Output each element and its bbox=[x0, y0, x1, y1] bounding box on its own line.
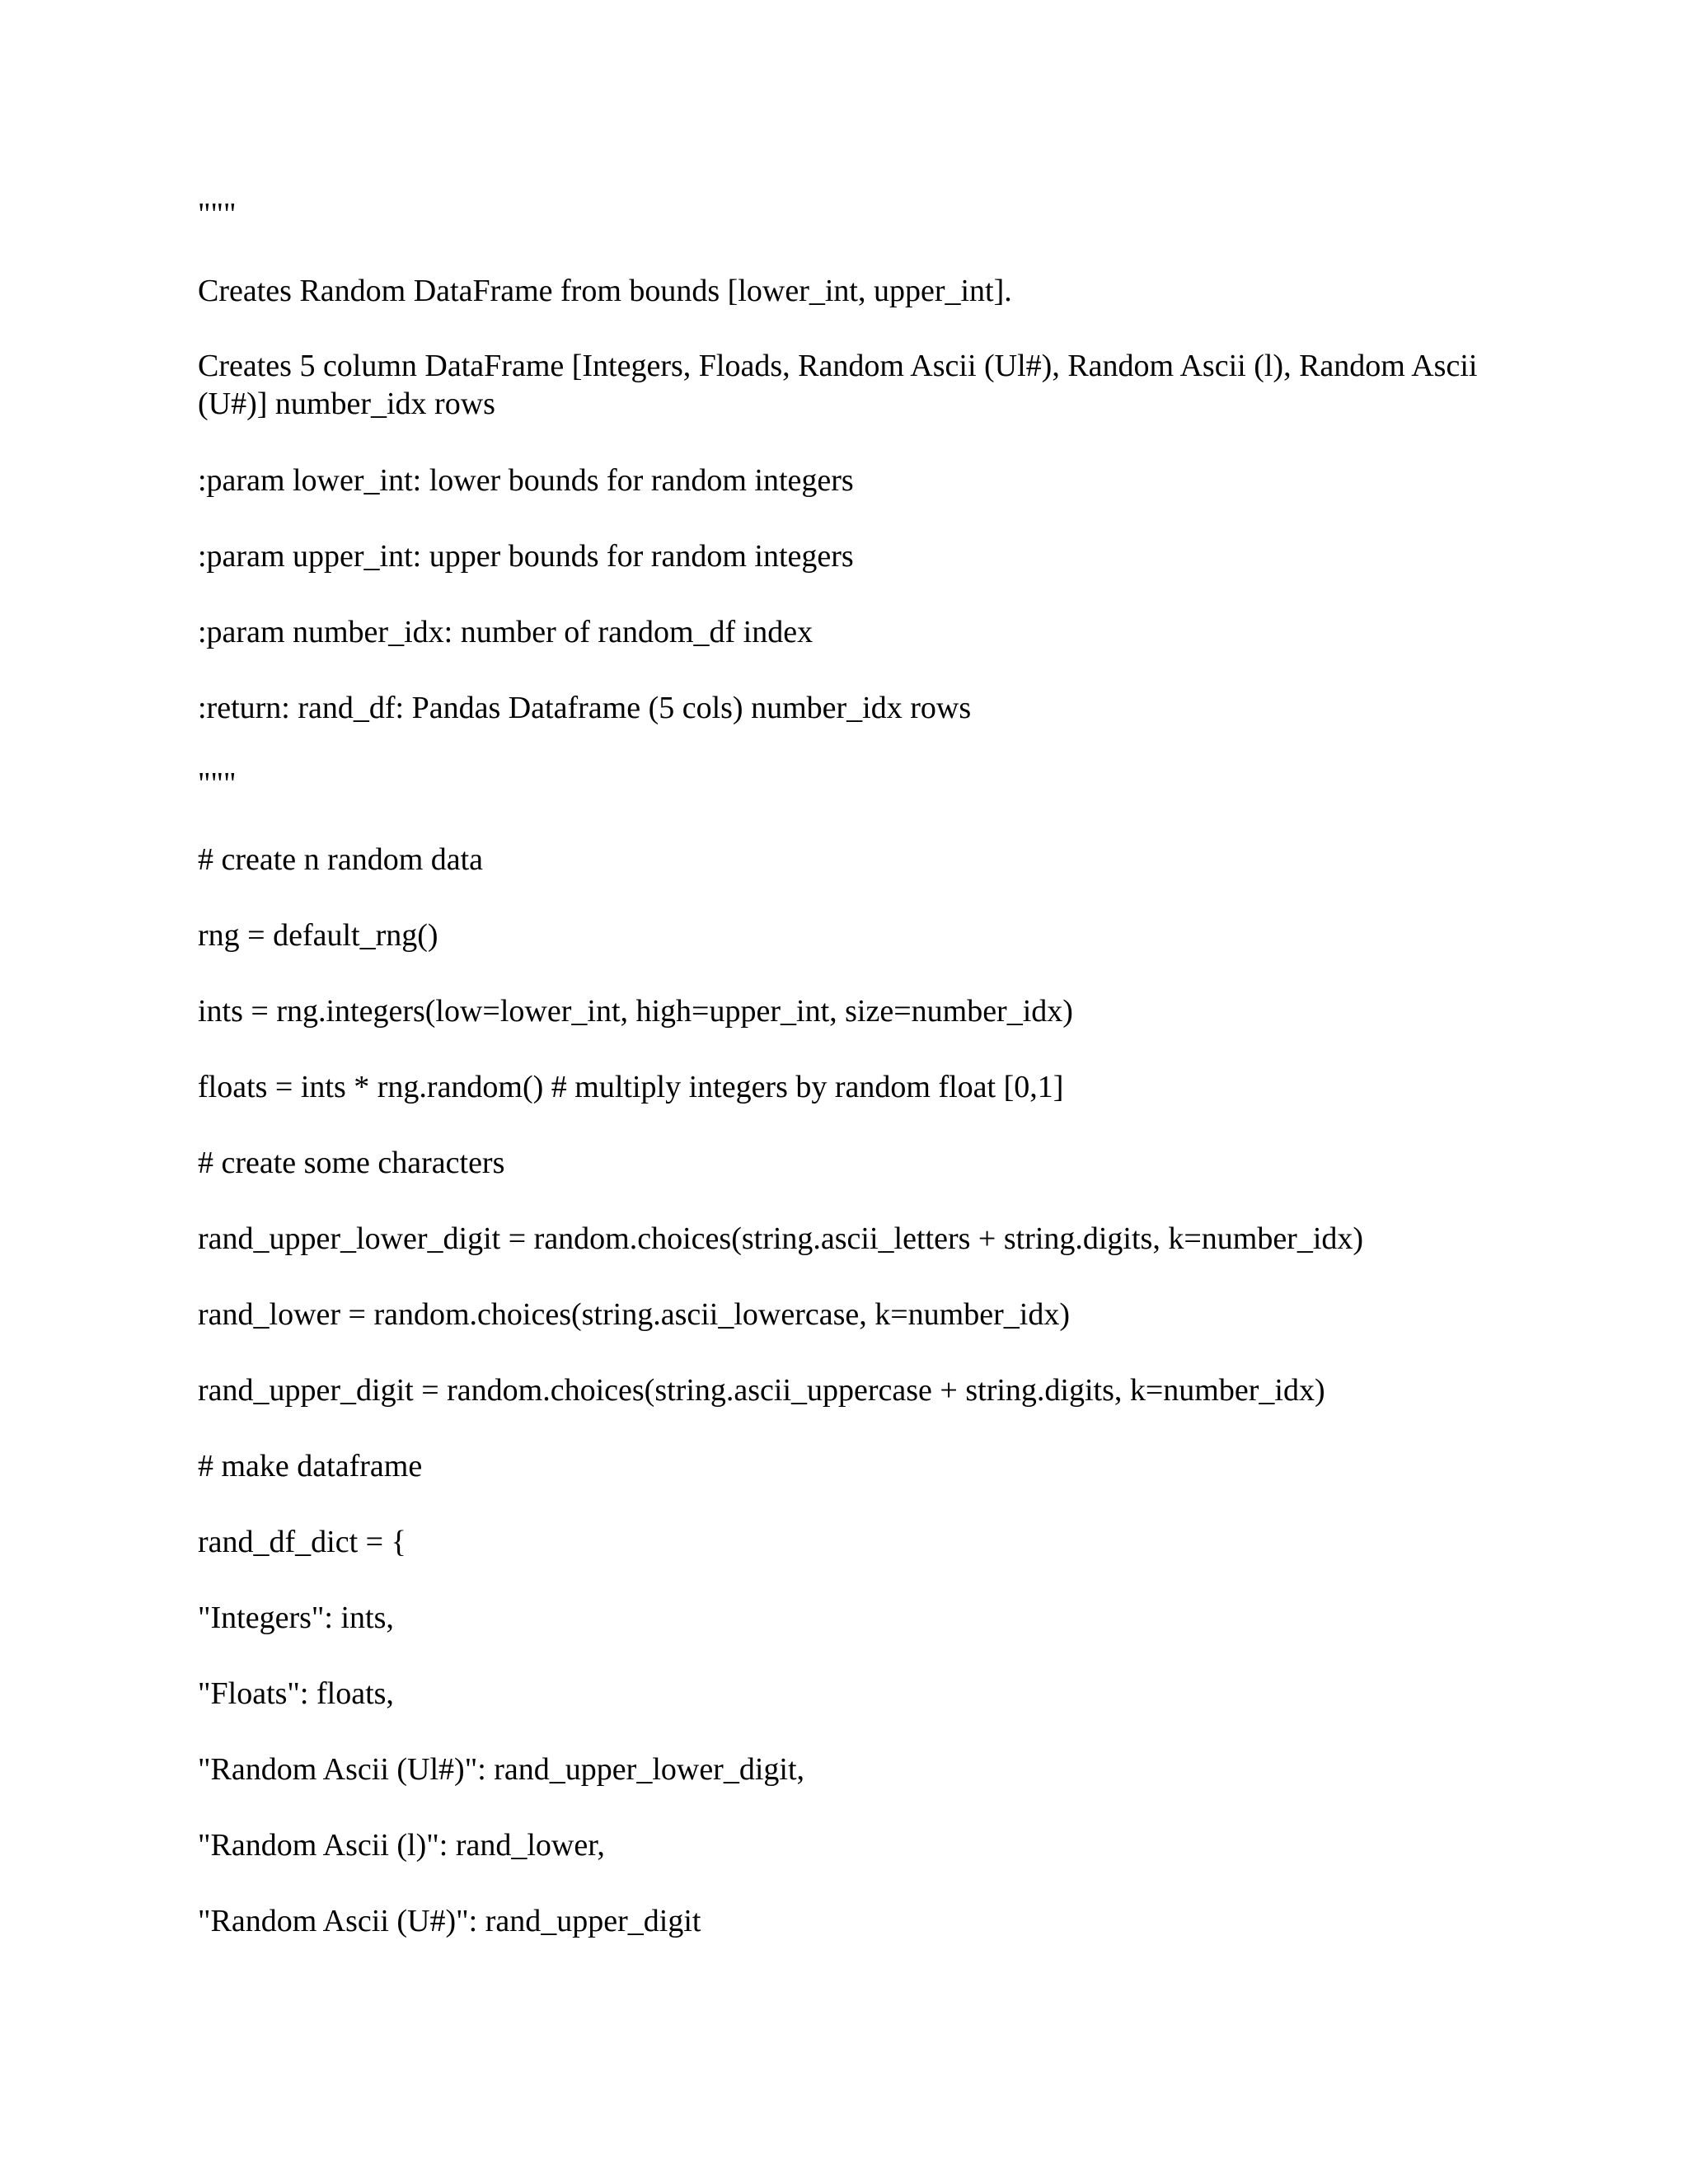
docstring-close-quotes: """ bbox=[198, 766, 237, 801]
code-ints-assignment: ints = rng.integers(low=lower_int, high=upper_int, size=number_idx) bbox=[198, 994, 1073, 1029]
code-rand-df-dict-open: rand_df_dict = { bbox=[198, 1525, 406, 1559]
code-floats-assignment: floats = ints * rng.random() # multiply integers by random float [0,1] bbox=[198, 1070, 1064, 1104]
dict-entry-random-ascii-l: "Random Ascii (l)": rand_lower, bbox=[198, 1828, 605, 1863]
code-rand-upper-lower-digit: rand_upper_lower_digit = random.choices(string.ascii_letters + string.digits, k=number_idx) bbox=[198, 1221, 1364, 1256]
code-rand-lower: rand_lower = random.choices(string.ascii_lowercase, k=number_idx) bbox=[198, 1297, 1070, 1332]
docstring-description: Creates 5 column DataFrame [Integers, Floads, Random Ascii (Ul#), Random Ascii (l), Random Ascii (U#)] number_idx rows bbox=[198, 349, 1485, 421]
code-rng-assignment: rng = default_rng() bbox=[198, 918, 438, 953]
return-description: :return: rand_df: Pandas Dataframe (5 cols) number_idx rows bbox=[198, 691, 972, 725]
comment-create-characters: # create some characters bbox=[198, 1146, 505, 1180]
docstring-summary: Creates Random DataFrame from bounds [lower_int, upper_int]. bbox=[198, 274, 1012, 308]
docstring-open-quotes: """ bbox=[198, 197, 237, 232]
dict-entry-random-ascii-u: "Random Ascii (U#)": rand_upper_digit bbox=[198, 1904, 701, 1938]
param-upper-int: :param upper_int: upper bounds for random integers bbox=[198, 539, 854, 574]
param-lower-int: :param lower_int: lower bounds for random integers bbox=[198, 463, 854, 498]
comment-create-random-data: # create n random data bbox=[198, 842, 484, 877]
dict-entry-floats: "Floats": floats, bbox=[198, 1676, 394, 1711]
dict-entry-random-ascii-ul: "Random Ascii (Ul#)": rand_upper_lower_digit, bbox=[198, 1752, 805, 1787]
param-number-idx: :param number_idx: number of random_df index bbox=[198, 615, 814, 649]
comment-make-dataframe: # make dataframe bbox=[198, 1449, 423, 1483]
dict-entry-integers: "Integers": ints, bbox=[198, 1601, 394, 1635]
code-rand-upper-digit: rand_upper_digit = random.choices(string.ascii_uppercase + string.digits, k=number_idx) bbox=[198, 1373, 1325, 1408]
